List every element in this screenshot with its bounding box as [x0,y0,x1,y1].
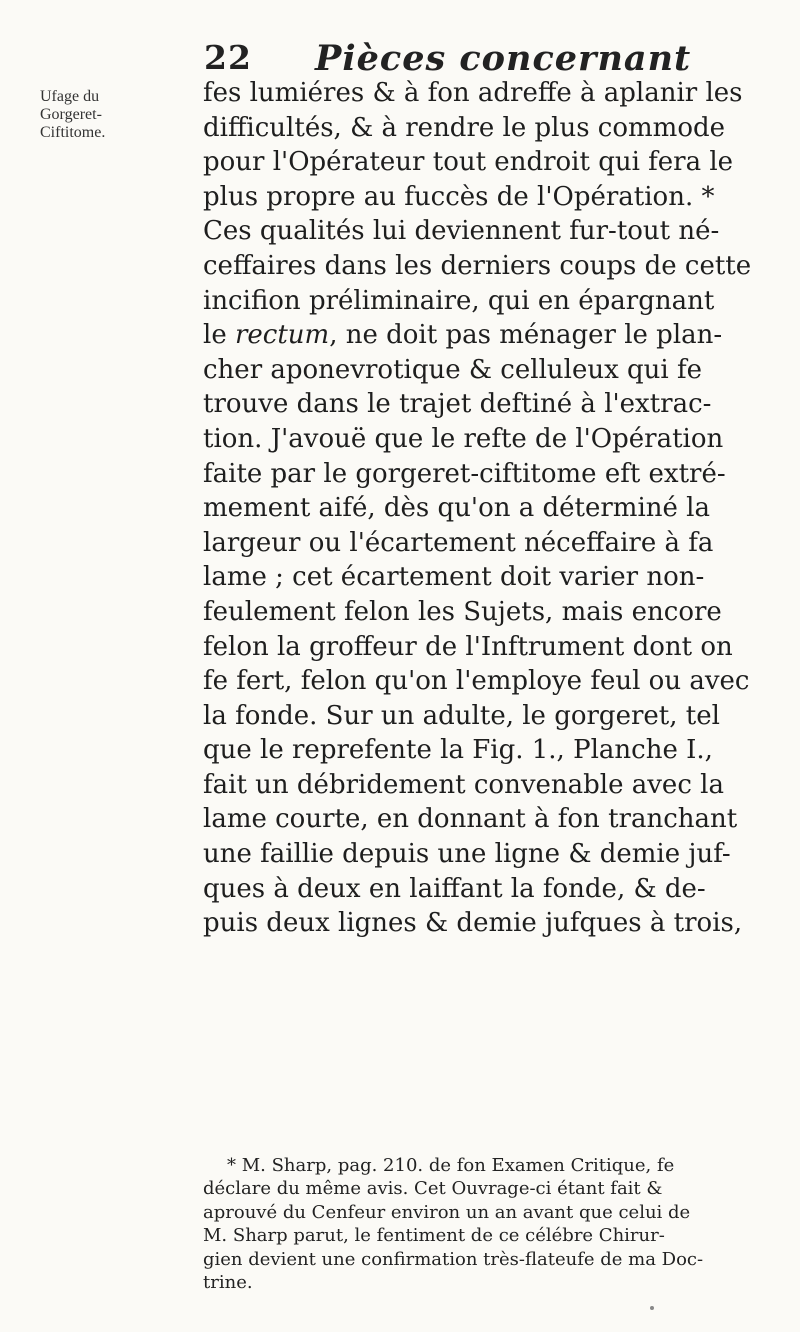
body-line: incifion préliminaire, qui en épargnant [203,285,715,316]
body-line: lame ; cet écartement doit varier non- [203,562,705,593]
body-line: mement aifé, dès qu'on a déterminé la [203,493,710,524]
body-line: que le reprefente la Fig. 1., Planche I., [203,735,713,766]
body-line: lame courte, en donnant à fon tranchant [203,804,738,835]
body-line: une faillie depuis une ligne & demie juf- [203,839,731,870]
body-line: difficultés, & à rendre le plus commode [203,112,726,143]
body-line-segment: , ne doit pas ménager le plan- [329,320,723,351]
body-line: plus propre au fuccès de l'Opération. * [203,181,715,212]
body-line-segment: le [203,320,235,351]
body-line: tion. J'avouë que le refte de l'Opération [203,423,724,454]
body-line: felon la groffeur de l'Inftrument dont on [203,631,733,662]
footnote-line: déclare du même avis. Cet Ouvrage-ci étant fait & [203,1178,663,1200]
italic-word: rectum [234,320,330,351]
footnote-line: aprouvé du Cenfeur environ un an avant que celui de [203,1201,691,1223]
paper-speck [650,1306,654,1310]
body-line: faite par le gorgeret-ciftitome eft extré- [203,458,726,489]
body-line-with-italic [203,318,763,353]
footnote-line: gien devient une confirmation très-flateufe de ma Doc- [203,1248,704,1270]
body-line: fait un débridement convenable avec la [203,769,724,800]
body-line: ceffaires dans les derniers coups de cette [203,250,752,281]
page-number: 22 [204,38,252,77]
body-line: largeur ou l'écartement néceffaire à fa [203,527,714,558]
body-line: feulement felon les Sujets, mais encore [203,596,722,627]
body-text [203,76,763,941]
running-title: Pièces concernant [315,38,692,79]
margin-note [40,88,160,142]
body-line: ques à deux en laiffant la fonde, & de- [203,873,706,904]
body-line: fe fert, felon qu'on l'employe feul ou avec [203,666,750,697]
footnote [203,1154,768,1294]
body-line: cher aponevrotique & celluleux qui fe [203,354,702,385]
footnote-line: * M. Sharp, pag. 210. de fon Examen Critique, fe [227,1155,675,1176]
margin-note-line: Ciftitome. [40,124,106,141]
footnote-line: M. Sharp parut, le fentiment de ce célébre Chirur- [203,1225,665,1247]
body-line: puis deux lignes & demie jufques à trois, [203,908,743,939]
body-line: trouve dans le trajet deftiné à l'extrac- [203,389,712,420]
body-line: fes lumiéres & à fon adreffe à aplanir les [203,78,743,108]
body-line: Ces qualités lui deviennent fur-tout né- [203,216,720,247]
margin-note-line: Gorgeret- [40,106,102,123]
footnote-line: trine. [203,1271,253,1293]
margin-note-line: Ufage du [40,88,100,105]
body-line: pour l'Opérateur tout endroit qui fera le [203,147,734,178]
body-line: la fonde. Sur un adulte, le gorgeret, tel [203,700,720,731]
